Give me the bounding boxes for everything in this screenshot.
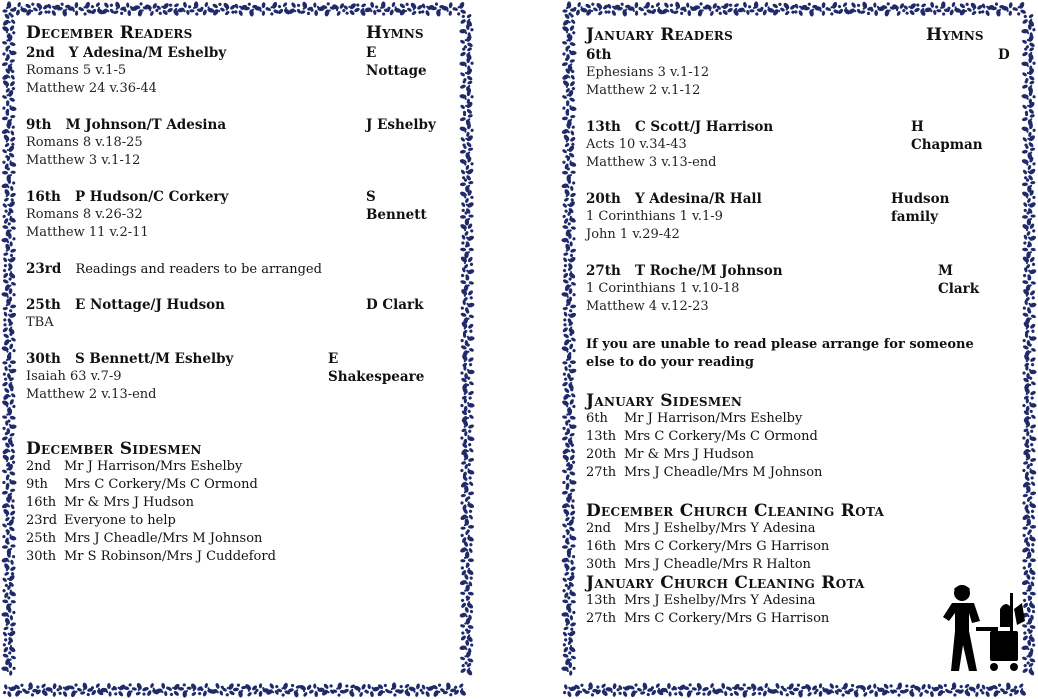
sidesmen-date: 27th: [586, 465, 617, 480]
cleaning-date: 13th: [586, 593, 617, 608]
right-page: [560, 0, 1038, 699]
reading-hymn: E Nottage: [366, 45, 427, 79]
list-item: [26, 458, 436, 476]
reading-hymn: M Clark: [938, 263, 980, 297]
left-content: [26, 24, 436, 566]
sidesmen-date: 23rd: [26, 513, 58, 528]
hymns-heading: Hymns: [926, 25, 984, 45]
reading-ref: Romans 8 v.26-32: [26, 207, 143, 222]
sidesmen-names: Everyone to help: [64, 513, 176, 528]
sidesmen-date: 9th: [26, 477, 48, 492]
reading-ref: Matthew 2 v.1-12: [586, 83, 701, 98]
list-item: [26, 530, 436, 548]
list-item: [586, 410, 998, 428]
reading-readers: P Hudson/C Corkery: [74, 189, 229, 205]
december-readers-header: [26, 24, 436, 44]
reading-readers: T Roche/M Johnson: [634, 263, 783, 279]
sidesmen-date: 6th: [586, 411, 608, 426]
sidesmen-date: 13th: [586, 429, 617, 444]
reading-ref: Romans 5 v.1-5: [26, 63, 127, 78]
reading-date: 2nd: [26, 45, 55, 61]
december-readers-heading: December Readers: [26, 23, 193, 43]
reading-entry: [26, 116, 436, 170]
sidesmen-names: Mrs C Corkery/Ms C Ormond: [624, 429, 818, 444]
reading-ref: Romans 8 v.18-25: [26, 135, 143, 150]
reading-date: 20th: [586, 191, 621, 207]
reading-ref: Isaiah 63 v.7-9: [26, 369, 122, 384]
cleaner-with-trolley-icon: [932, 579, 1028, 675]
cleaning-date: 2nd: [586, 521, 611, 536]
reading-entry: [26, 296, 436, 332]
cleaning-names: Mrs J Eshelby/Mrs Y Adesina: [624, 593, 816, 608]
reading-hymn: Hudson family: [891, 191, 950, 225]
sidesmen-names: Mrs J Cheadle/Mrs M Johnson: [64, 531, 263, 546]
sidesmen-names: Mr & Mrs J Hudson: [624, 447, 754, 462]
reading-readers: Y Adesina/R Hall: [634, 191, 762, 207]
cleaning-names: Mrs J Eshelby/Mrs Y Adesina: [624, 521, 816, 536]
reading-hymn: S Bennett: [366, 189, 427, 223]
january-readers-heading: January Readers: [586, 25, 734, 45]
reading-entry: [586, 190, 998, 244]
list-item: [26, 476, 436, 494]
reading-readers: Y Adesina/M Eshelby: [68, 45, 227, 61]
reading-ref: Ephesians 3 v.1-12: [586, 65, 710, 80]
reading-ref: 1 Corinthians 1 v.10-18: [586, 281, 740, 296]
list-item: [586, 446, 998, 464]
sidesmen-date: 16th: [26, 495, 57, 510]
reading-readers: S Bennett/M Eshelby: [74, 351, 234, 367]
reading-entry: [26, 188, 436, 242]
sidesmen-list: [586, 410, 998, 482]
reading-entry: [586, 118, 998, 172]
reading-readers: E Nottage/J Hudson: [74, 297, 225, 313]
reading-ref: John 1 v.29-42: [586, 227, 680, 242]
list-item: [586, 556, 998, 574]
reading-ref: Matthew 3 v.13-end: [586, 155, 717, 170]
december-sidesmen-heading: December Sidesmen: [26, 439, 202, 459]
reading-hymn: J Eshelby: [366, 117, 436, 133]
reading-ref: Matthew 24 v.36-44: [26, 81, 157, 96]
sidesmen-list: [26, 458, 436, 566]
sidesmen-names: Mr S Robinson/Mrs J Cuddeford: [64, 549, 276, 564]
reading-ref: Matthew 2 v.13-end: [26, 387, 157, 402]
january-readers-header: [586, 26, 998, 46]
cleaning-names: Mrs C Corkery/Mrs G Harrison: [624, 539, 830, 554]
sidesmen-names: Mr & Mrs J Hudson: [64, 495, 194, 510]
reading-note: If you are unable to read please arrange for someone else to do your reading: [586, 337, 974, 370]
reading-readers: C Scott/J Harrison: [634, 119, 774, 135]
reading-ref: Matthew 4 v.12-23: [586, 299, 709, 314]
reading-ref: TBA: [26, 315, 54, 330]
sidesmen-names: Mr J Harrison/Mrs Eshelby: [624, 411, 803, 426]
sidesmen-names: Mrs C Corkery/Ms C Ormond: [64, 477, 258, 492]
reading-entry: [586, 46, 1010, 100]
list-item: [26, 548, 436, 566]
list-item: [586, 538, 998, 556]
sidesmen-names: Mr J Harrison/Mrs Eshelby: [64, 459, 243, 474]
hymns-heading: Hymns: [366, 23, 424, 43]
reading-ref: 1 Corinthians 1 v.1-9: [586, 209, 723, 224]
reading-ref: Matthew 11 v.2-11: [26, 225, 149, 240]
cleaning-names: Mrs J Cheadle/Mrs R Halton: [624, 557, 811, 572]
right-content: [586, 25, 1010, 628]
reading-entry: [26, 350, 436, 404]
sidesmen-date: 25th: [26, 531, 57, 546]
reading-date: 25th: [26, 297, 61, 313]
sidesmen-date: 2nd: [26, 459, 51, 474]
cleaning-date: 16th: [586, 539, 617, 554]
january-sidesmen-heading: January Sidesmen: [586, 391, 743, 411]
sidesmen-date: 30th: [26, 549, 57, 564]
reading-readers: Readings and readers to be arranged: [75, 262, 322, 277]
reading-entry: [26, 260, 436, 278]
cleaning-date: 27th: [586, 611, 617, 626]
cleaning-list: [586, 520, 998, 574]
reading-date: 16th: [26, 189, 61, 205]
january-cleaning-heading: January Church Cleaning Rota: [586, 573, 865, 593]
sidesmen-date: 20th: [586, 447, 617, 462]
reading-entry: [26, 44, 436, 98]
reading-hymn: D: [998, 47, 1010, 63]
list-item: [26, 512, 436, 530]
cleaning-date: 30th: [586, 557, 617, 572]
list-item: [586, 428, 998, 446]
reading-hymn: E Shakespeare: [328, 351, 425, 385]
list-item: [586, 464, 998, 482]
december-cleaning-heading: December Church Cleaning Rota: [586, 501, 885, 521]
reading-readers: M Johnson/T Adesina: [65, 117, 227, 133]
list-item: [586, 520, 998, 538]
reading-entry: [586, 262, 998, 316]
reading-date: 27th: [586, 263, 621, 279]
cleaning-names: Mrs C Corkery/Mrs G Harrison: [624, 611, 830, 626]
left-page: [0, 0, 476, 699]
list-item: [26, 494, 436, 512]
reading-ref: Acts 10 v.34-43: [586, 137, 687, 152]
reading-ref: Matthew 3 v.1-12: [26, 153, 141, 168]
reading-date: 23rd: [26, 261, 62, 277]
reading-date: 6th: [586, 47, 612, 63]
reading-date: 13th: [586, 119, 621, 135]
sidesmen-names: Mrs J Cheadle/Mrs M Johnson: [624, 465, 823, 480]
reading-hymn: H Chapman: [911, 119, 983, 153]
reading-date: 9th: [26, 117, 52, 133]
reading-date: 30th: [26, 351, 61, 367]
reading-hymn: D Clark: [366, 297, 424, 313]
